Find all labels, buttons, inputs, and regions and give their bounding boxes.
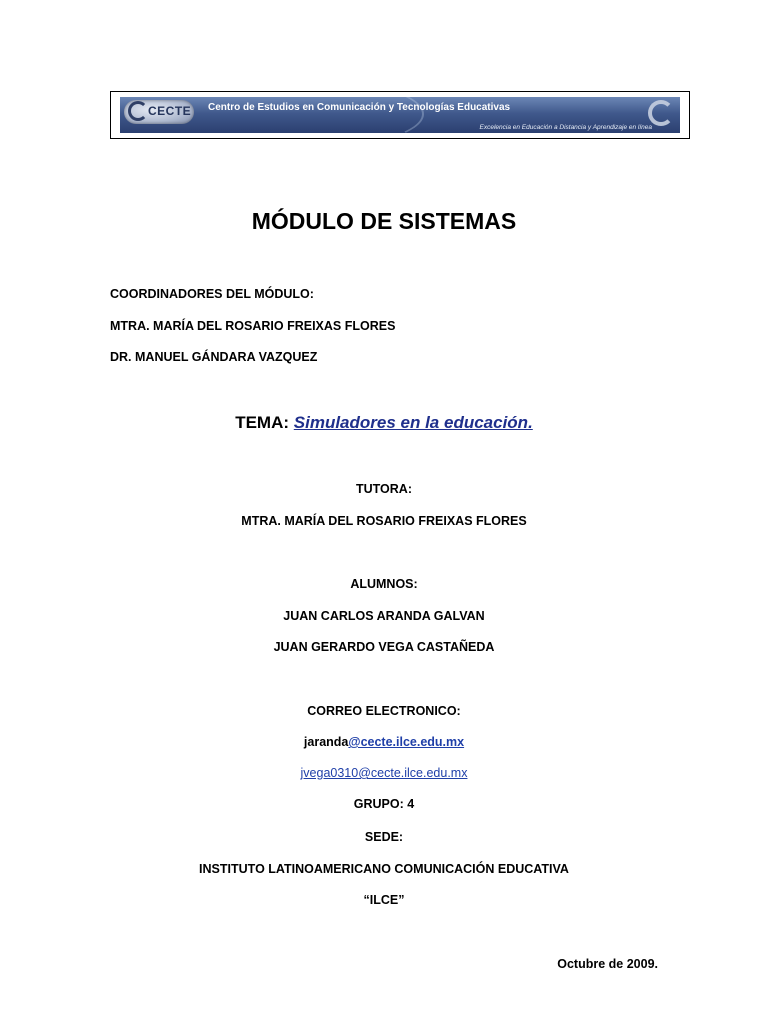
email-link-1[interactable]: @cecte.ilce.edu.mx (348, 735, 465, 749)
email-label: CORREO ELECTRONICO: (307, 704, 461, 718)
students-label: ALUMNOS: (350, 577, 418, 591)
email-user: jaranda (303, 735, 349, 749)
student-name: JUAN GERARDO VEGA CASTAÑEDA (273, 640, 495, 654)
coordinator-name: DR. MANUEL GÁNDARA VAZQUEZ (110, 350, 318, 364)
logo-c-icon (128, 101, 148, 121)
logo-text: CECTE (148, 104, 192, 118)
institution-acronym: “ILCE” (363, 893, 405, 907)
topic-line (0, 413, 768, 433)
student-name: JUAN CARLOS ARANDA GALVAN (283, 609, 485, 623)
group-number: GRUPO: 4 (353, 797, 415, 811)
venue-label: SEDE: (364, 830, 404, 844)
banner-c-mark-icon (648, 100, 674, 126)
header-banner-frame (110, 91, 690, 139)
tutor-label: TUTORA: (355, 482, 412, 496)
banner-title: Centro de Estudios en Comunicación y Tecnologías Educativas (208, 102, 511, 113)
topic-label: TEMA: (235, 413, 290, 432)
tutor-name: MTRA. MARÍA DEL ROSARIO FREIXAS FLORES (241, 514, 527, 528)
coordinators-label: COORDINADORES DEL MÓDULO: (110, 287, 314, 301)
topic-value: Simuladores en la educación. (293, 413, 533, 432)
document-title: MÓDULO DE SISTEMAS (251, 208, 517, 234)
email-link-2[interactable]: jvega0310@cecte.ilce.edu.mx (300, 766, 468, 780)
cecte-banner (120, 97, 680, 133)
email-line-2 (0, 766, 768, 780)
document-date: Octubre de 2009. (557, 957, 658, 971)
cecte-logo (124, 100, 194, 124)
institution-name: INSTITUTO LATINOAMERICANO COMUNICACIÓN EDUCATIVA (199, 862, 569, 876)
email-line-1 (0, 735, 768, 749)
coordinator-name: MTRA. MARÍA DEL ROSARIO FREIXAS FLORES (110, 319, 396, 333)
banner-tagline: Excelencia en Educación a Distancia y Aprendizaje en línea (479, 124, 652, 131)
